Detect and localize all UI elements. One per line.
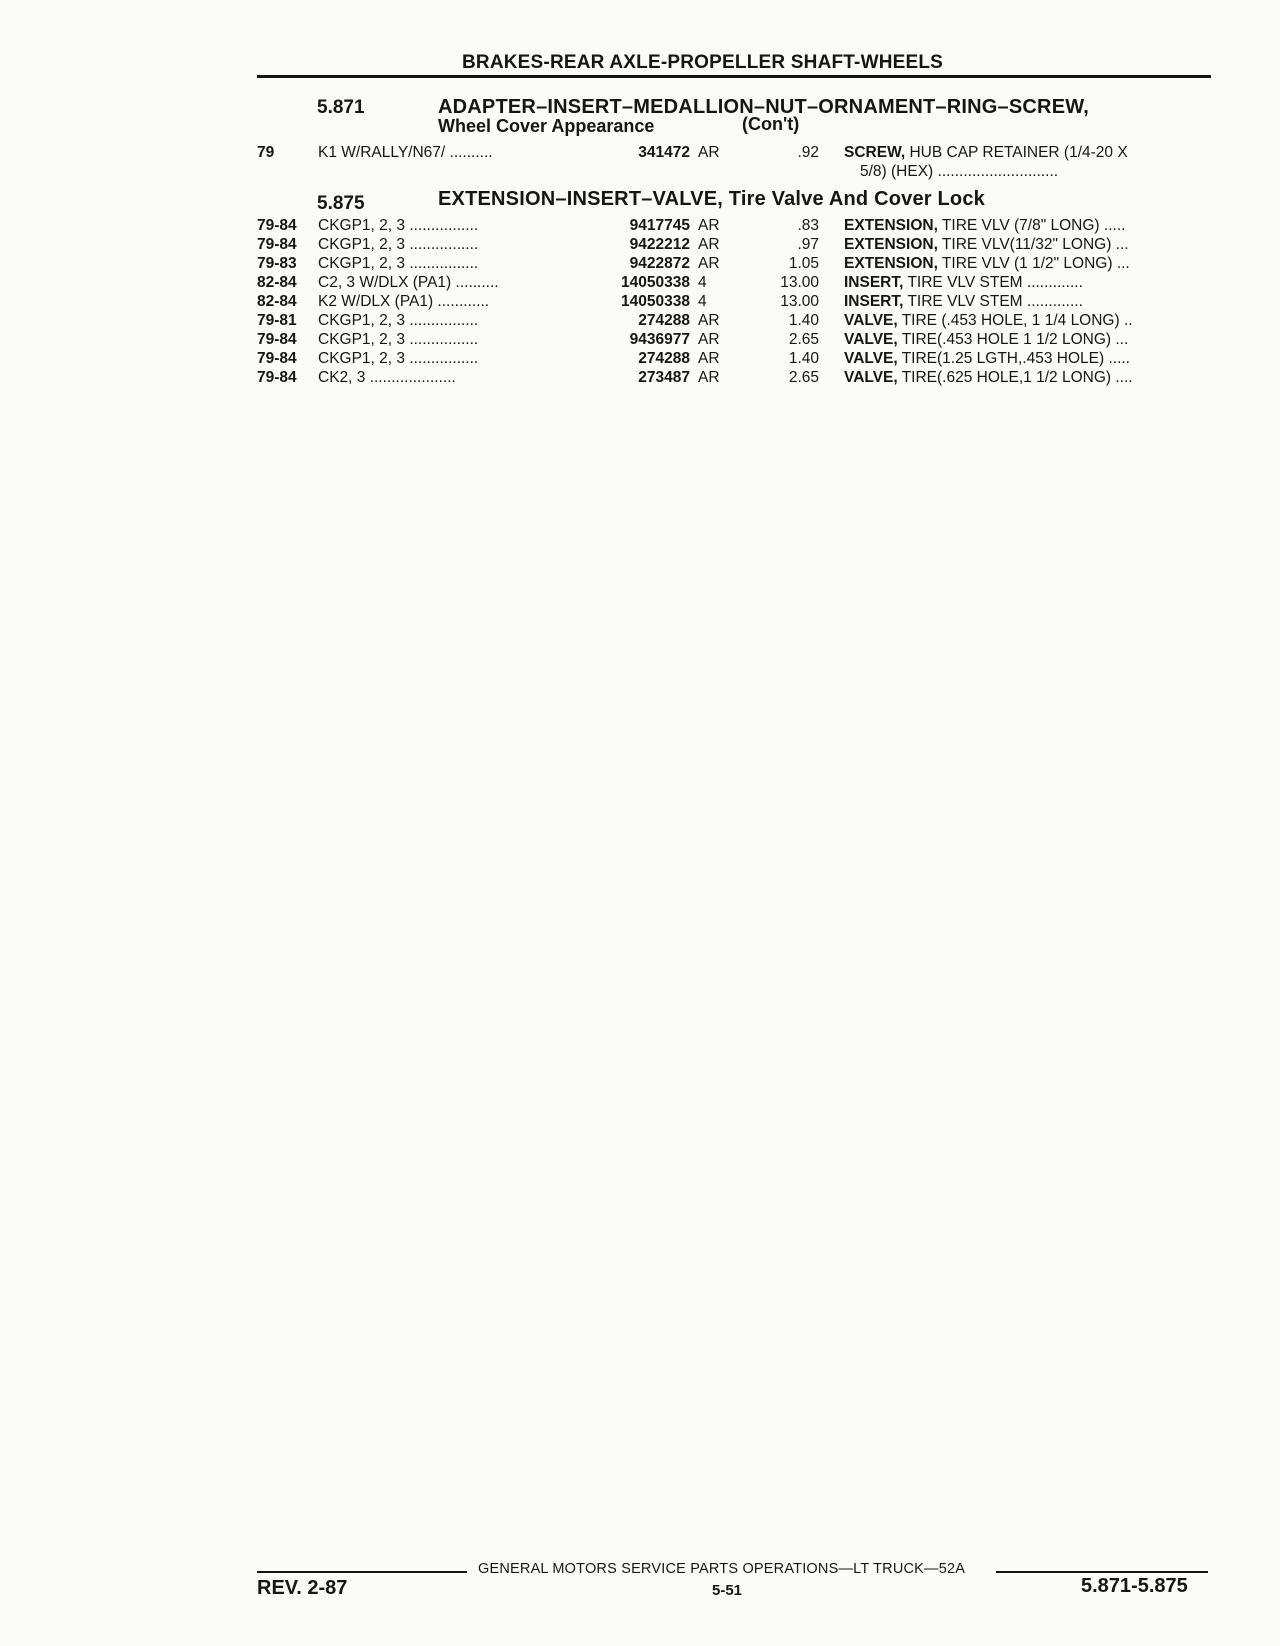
part-number: 9417745 [629,217,690,234]
part-description [844,312,1210,330]
part-number: 14050338 [621,293,690,310]
model-application: K2 W/DLX (PA1) ............ [318,293,490,310]
section-range: 5.871-5.875 [1081,1575,1188,1597]
part-description [844,274,1210,292]
footer-publisher: GENERAL MOTORS SERVICE PARTS OPERATIONS—LT TRUCK—52A [478,1561,966,1577]
part-number: 9422212 [629,236,690,253]
quantity: AR [698,331,720,348]
part-description [844,217,1210,235]
quantity: AR [698,217,720,234]
part-name: SCREW, [844,144,906,161]
footer-rule-left [257,1571,467,1573]
year-range: 79-84 [257,331,297,348]
revision-label: REV. 2-87 [257,1577,348,1599]
model-application: CKGP1, 2, 3 ................ [318,217,479,234]
part-number: 274288 [638,350,690,367]
part-description [844,331,1210,349]
section-title: ADAPTER–INSERT–MEDALLION–NUT–ORNAMENT–RING–SCREW, [438,96,1089,118]
price: 13.00 [780,274,819,291]
part-description [844,293,1210,311]
section-title: EXTENSION–INSERT–VALVE, Tire Valve And Cover Lock [438,188,985,210]
part-number: 341472 [638,144,690,161]
parts-row [0,255,1280,275]
quantity: AR [698,255,720,272]
parts-row [0,293,1280,313]
year-range: 79-84 [257,350,297,367]
section-subtitle: Wheel Cover Appearance [438,116,655,136]
part-name: VALVE, [844,369,898,386]
model-application: C2, 3 W/DLX (PA1) .......... [318,274,499,291]
part-description [844,144,1210,162]
parts-row [0,369,1280,389]
year-range: 79-84 [257,236,297,253]
part-detail: TIRE VLV STEM ............. [903,293,1083,310]
price: .92 [797,144,819,161]
part-name: INSERT, [844,293,904,310]
model-application: CKGP1, 2, 3 ................ [318,236,479,253]
part-number: 273487 [638,369,690,386]
part-description [844,236,1210,254]
part-name: INSERT, [844,274,904,291]
price: 1.05 [788,255,819,272]
part-detail: TIRE VLV(11/32" LONG) ... [937,236,1129,253]
section-continued-label: (Con't) [742,114,800,134]
part-number: 9422872 [629,255,690,272]
year-range: 82-84 [257,274,297,291]
part-number: 14050338 [621,274,690,291]
section-number: 5.875 [317,193,365,214]
part-detail: TIRE(.453 HOLE 1 1/2 LONG) ... [897,331,1129,348]
part-name: EXTENSION, [844,217,938,234]
quantity: 4 [698,293,707,310]
quantity: AR [698,369,720,386]
price: 13.00 [780,293,819,310]
quantity: AR [698,350,720,367]
parts-row [0,217,1280,237]
parts-row [0,312,1280,332]
parts-row [0,331,1280,351]
part-name: EXTENSION, [844,255,938,272]
part-detail: TIRE VLV (7/8" LONG) ..... [937,217,1126,234]
page-header-title: BRAKES-REAR AXLE-PROPELLER SHAFT-WHEELS [462,52,944,73]
quantity: 4 [698,274,707,291]
price: .83 [797,217,819,234]
parts-row [0,350,1280,370]
part-number: 9436977 [629,331,690,348]
parts-row-continuation [0,163,1280,183]
part-description [844,350,1210,368]
year-range: 79-84 [257,369,297,386]
year-range: 79 [257,144,275,161]
price: 2.65 [788,369,819,386]
year-range: 82-84 [257,293,297,310]
part-detail: TIRE (.453 HOLE, 1 1/4 LONG) .. [897,312,1133,329]
page-number: 5-51 [712,1582,743,1599]
year-range: 79-81 [257,312,297,329]
quantity: AR [698,312,720,329]
part-name: VALVE, [844,350,898,367]
model-application: CKGP1, 2, 3 ................ [318,350,479,367]
model-application: K1 W/RALLY/N67/ .......... [318,144,493,161]
price: .97 [797,236,819,253]
part-detail: TIRE(1.25 LGTH,.453 HOLE) ..... [897,350,1130,367]
part-detail: TIRE VLV STEM ............. [903,274,1083,291]
part-detail: HUB CAP RETAINER (1/4-20 X [905,144,1128,161]
parts-row [0,236,1280,256]
part-description [844,255,1210,273]
part-name: EXTENSION, [844,236,938,253]
parts-row [0,274,1280,294]
model-application: CKGP1, 2, 3 ................ [318,331,479,348]
header-rule [257,75,1211,78]
year-range: 79-84 [257,217,297,234]
model-application: CK2, 3 .................... [318,369,456,386]
part-name: VALVE, [844,331,898,348]
part-detail: TIRE(.625 HOLE,1 1/2 LONG) .... [897,369,1133,386]
part-name: VALVE, [844,312,898,329]
part-detail: TIRE VLV (1 1/2" LONG) ... [937,255,1130,272]
quantity: AR [698,236,720,253]
price: 1.40 [788,350,819,367]
model-application: CKGP1, 2, 3 ................ [318,255,479,272]
footer-rule-right [996,1571,1208,1573]
part-description [844,369,1210,387]
price: 2.65 [788,331,819,348]
model-application: CKGP1, 2, 3 ................ [318,312,479,329]
price: 1.40 [788,312,819,329]
part-number: 274288 [638,312,690,329]
year-range: 79-83 [257,255,297,272]
part-description-continued: 5/8) (HEX) ............................ [860,163,1059,180]
parts-row [0,144,1280,164]
section-number: 5.871 [317,97,365,118]
quantity: AR [698,144,720,161]
